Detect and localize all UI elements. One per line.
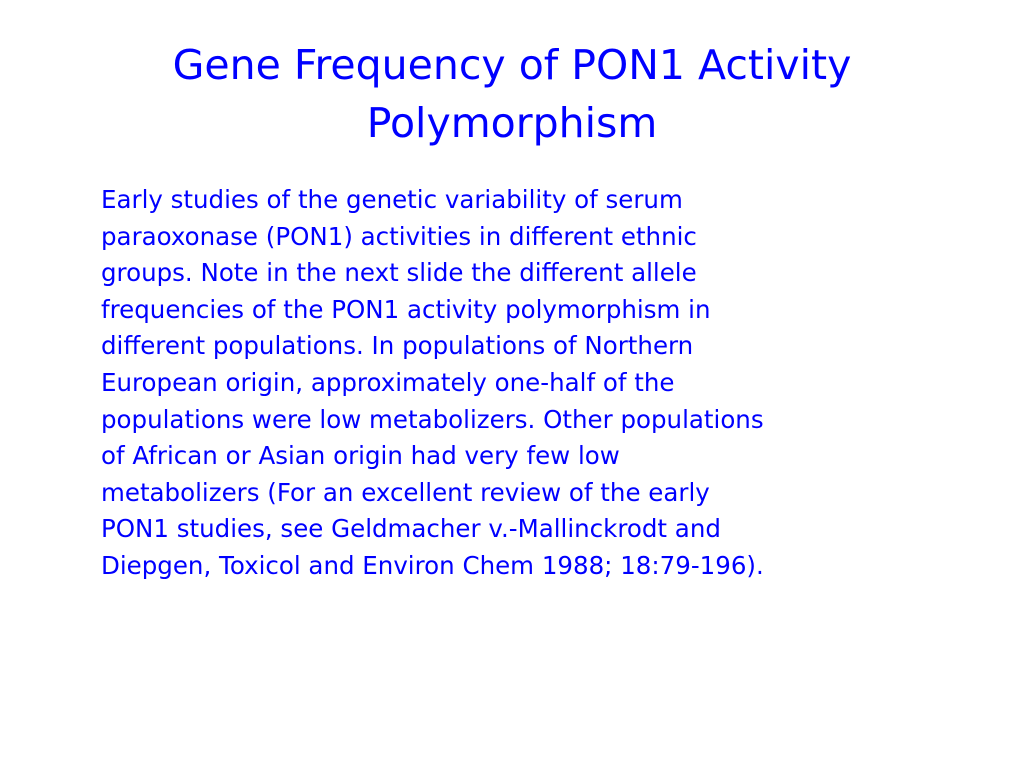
body-line: Diepgen, Toxicol and Environ Chem 1988; 18:79-196). [101, 550, 764, 580]
body-line: different populations. In populations of Northern [101, 331, 694, 361]
body-line: of African or Asian origin had very few low [101, 441, 620, 471]
body-line: European origin, approximately one-half of the [101, 367, 675, 397]
body-line: populations were low metabolizers. Other populations [101, 404, 764, 434]
slide-title [60, 36, 964, 152]
body-line: frequencies of the PON1 activity polymorphism in [101, 294, 711, 324]
slide-title-line: Gene Frequency of PON1 Activity [172, 41, 852, 89]
body-line: PON1 studies, see Geldmacher v.-Mallinckrodt and [101, 514, 721, 544]
body-line: groups. Note in the next slide the different allele [101, 258, 697, 288]
body-line: Early studies of the genetic variability of serum [101, 185, 683, 214]
body-line: metabolizers (For an excellent review of the early [101, 477, 710, 507]
slide-title-line: Polymorphism [366, 99, 658, 147]
body-line: paraoxonase (PON1) activities in different ethnic [101, 221, 697, 251]
slide-body-paragraph [101, 182, 963, 585]
